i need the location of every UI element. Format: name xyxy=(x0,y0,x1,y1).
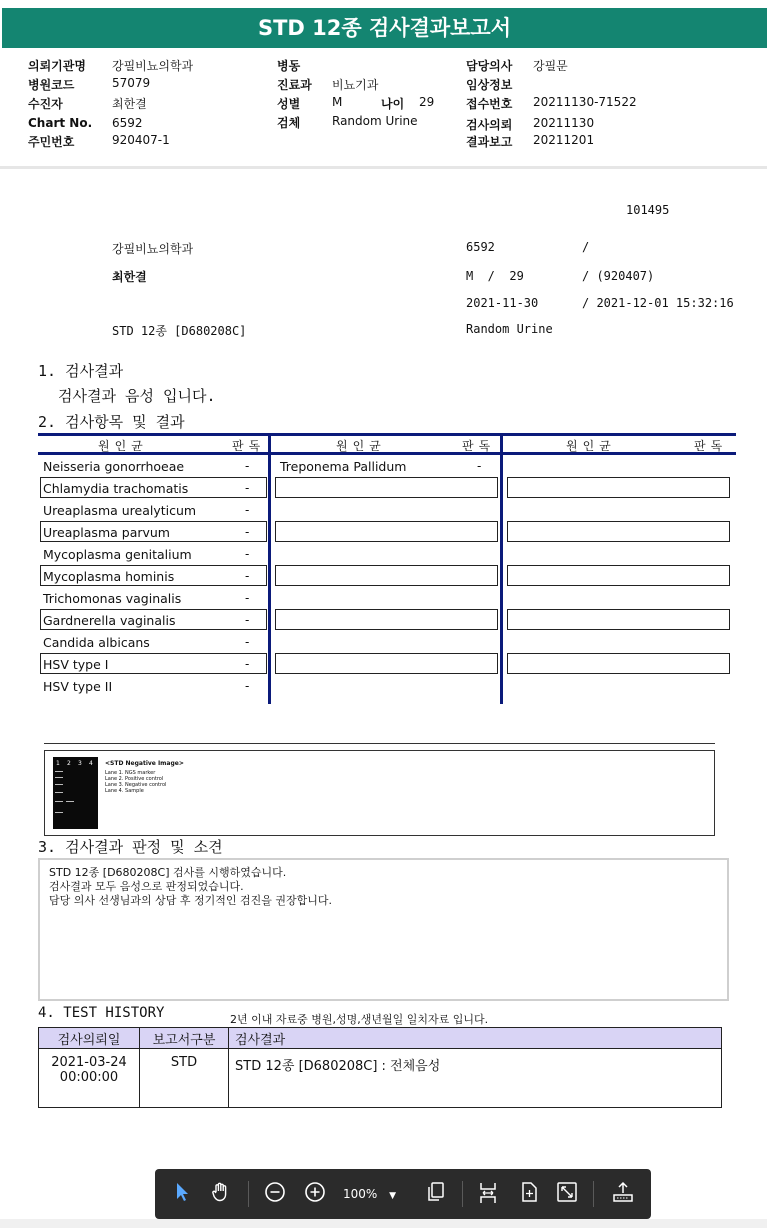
receipt-no-value: 20211130-71522 xyxy=(533,95,637,109)
fullscreen-icon xyxy=(556,1181,578,1203)
lane-number: 2 xyxy=(67,760,71,767)
organism-result: - xyxy=(245,569,250,583)
gel-image-panel xyxy=(44,750,715,836)
header-divider xyxy=(0,166,767,169)
gel-legend-title: <STD Negative Image> xyxy=(105,760,184,767)
patient-label: 수진자 xyxy=(28,97,63,111)
resident-no-value: 920407-1 xyxy=(112,133,170,147)
report-header-bar xyxy=(0,0,767,55)
gel-electrophoresis-image xyxy=(53,757,98,829)
zoom-in-button[interactable] xyxy=(302,1181,328,1211)
info-test: STD 12종 [D680208C] xyxy=(112,324,247,338)
organism-name: Ureaplasma urealyticum xyxy=(43,503,197,518)
cursor-arrow-icon xyxy=(174,1181,192,1203)
clinical-info-label: 임상정보 xyxy=(466,78,513,92)
gel-legend-line: Lane 3. Negative control xyxy=(105,782,167,788)
copy-pages-icon xyxy=(426,1181,446,1203)
row-box xyxy=(275,609,498,630)
lane-number: 3 xyxy=(78,760,82,767)
age-value: 29 xyxy=(419,95,435,109)
request-date-value: 20211130 xyxy=(533,116,595,130)
organism-name: Ureaplasma parvum xyxy=(43,525,170,540)
opinion-line: 담당 의사 선생님과의 상담 후 정기적인 검진을 권장합니다. xyxy=(49,894,332,907)
history-note: 2년 이내 자료중 병원,성명,생년월일 일치자료 입니다. xyxy=(230,1013,489,1026)
col2-result-header: 판독 xyxy=(462,439,496,453)
gel-band xyxy=(66,801,74,802)
hospital-code-value: 57079 xyxy=(112,76,151,90)
request-date-label: 검사의뢰 xyxy=(466,118,513,132)
info-chart: 6592 xyxy=(466,240,495,254)
info-name: 최한결 xyxy=(112,270,147,284)
info-reported: / 2021-12-01 15:32:16 xyxy=(582,296,734,310)
chart-no-label: Chart No. xyxy=(28,116,93,130)
specimen-label: 검체 xyxy=(277,116,301,130)
organism-name: Trichomonas vaginalis xyxy=(43,591,182,606)
organism-result: - xyxy=(245,503,250,517)
gel-band xyxy=(55,812,63,813)
resident-no-label: 주민번호 xyxy=(28,135,75,149)
department-value: 비뇨기과 xyxy=(332,78,379,92)
gel-legend-line: Lane 2. Positive control xyxy=(105,776,164,782)
organism-result: - xyxy=(245,459,250,473)
col3-organism-header: 원인균 xyxy=(566,439,616,453)
organism-name: HSV type II xyxy=(43,679,113,694)
row-box xyxy=(275,565,498,586)
row-box xyxy=(507,521,730,542)
organism-result: - xyxy=(245,613,250,627)
fullscreen-button[interactable] xyxy=(555,1181,579,1211)
organism-name: Gardnerella vaginalis xyxy=(43,613,176,628)
row-box xyxy=(507,653,730,674)
ward-label: 병동 xyxy=(277,59,301,73)
fit-width-icon xyxy=(477,1181,499,1205)
zoom-out-icon xyxy=(264,1181,286,1203)
row-box xyxy=(507,565,730,586)
sex-value: M xyxy=(332,95,343,109)
gel-legend xyxy=(105,761,184,794)
viewer-bottom-strip xyxy=(0,1219,767,1228)
gel-legend-line: Lane 1. NGS marker xyxy=(105,770,156,776)
page-view-button[interactable] xyxy=(424,1181,448,1211)
history-result: STD 12종 [D680208C] : 전체음성 xyxy=(229,1049,722,1108)
organism-name: Candida albicans xyxy=(43,635,150,650)
opinion-line: 검사결과 모두 음성으로 판정되었습니다. xyxy=(49,880,244,893)
history-table xyxy=(38,1027,722,1108)
gel-band xyxy=(55,792,63,793)
doctor-value: 강필문 xyxy=(533,59,568,73)
section2-title: 2. 검사항목 및 결과 xyxy=(38,413,185,431)
specimen-value: Random Urine xyxy=(332,114,418,128)
hand-icon xyxy=(210,1181,232,1203)
history-col-date: 검사의뢰일 xyxy=(39,1028,140,1049)
history-header-row xyxy=(39,1028,722,1049)
row-box xyxy=(275,521,498,542)
share-button[interactable] xyxy=(610,1181,636,1211)
col2-organism-header: 원인균 xyxy=(336,439,386,453)
toolbar-separator xyxy=(462,1181,463,1207)
fit-page-icon xyxy=(519,1181,539,1203)
department-label: 진료과 xyxy=(277,78,312,92)
zoom-out-button[interactable] xyxy=(262,1181,288,1211)
row-box xyxy=(275,477,498,498)
row-box xyxy=(507,609,730,630)
organism-result: - xyxy=(245,635,250,649)
report-date-value: 20211201 xyxy=(533,133,595,147)
age-label: 나이 xyxy=(381,97,405,111)
organism-result: - xyxy=(477,459,482,473)
section1-summary: 검사결과 음성 입니다. xyxy=(58,387,216,405)
hand-tool-button[interactable] xyxy=(208,1181,234,1211)
opinion-box xyxy=(38,858,729,1001)
organism-name: Chlamydia trachomatis xyxy=(43,481,189,496)
row-box xyxy=(507,477,730,498)
patient-value: 최한결 xyxy=(112,97,147,111)
select-cursor-button[interactable] xyxy=(171,1181,195,1211)
receipt-no-label: 접수번호 xyxy=(466,97,513,111)
report-date-label: 결과보고 xyxy=(466,135,513,149)
toolbar-separator xyxy=(593,1181,594,1207)
institution-value: 강필비뇨의학과 xyxy=(112,59,194,73)
history-date-cell xyxy=(39,1049,140,1108)
info-specimen: Random Urine xyxy=(466,322,553,336)
upload-share-icon xyxy=(611,1181,635,1203)
history-time: 00:00:00 xyxy=(59,1070,119,1085)
section4-title: 4. TEST HISTORY xyxy=(38,1005,165,1021)
organism-result: - xyxy=(245,657,250,671)
row-box xyxy=(275,653,498,674)
section3-title: 3. 검사결과 판정 및 소견 xyxy=(38,838,223,856)
pdf-viewer-toolbar xyxy=(155,1169,651,1219)
zoom-value: 100% xyxy=(343,1187,378,1201)
image-top-rule xyxy=(44,743,715,744)
organism-name: Mycoplasma hominis xyxy=(43,569,175,584)
institution-label: 의뢰기관명 xyxy=(28,59,86,73)
fit-width-button[interactable] xyxy=(476,1181,500,1213)
col1-result-header: 판독 xyxy=(232,439,266,453)
gel-legend-line: Lane 4. Sample xyxy=(105,788,144,794)
info-slash: / xyxy=(582,240,590,254)
col3-result-header: 판독 xyxy=(694,439,728,453)
opinion-line: STD 12종 [D680208C] 검사를 시행하였습니다. xyxy=(49,866,287,879)
history-date: 2021-03-24 xyxy=(51,1055,127,1070)
info-received: 2021-11-30 xyxy=(466,296,539,310)
gel-band xyxy=(55,777,63,778)
organism-result: - xyxy=(245,525,250,539)
chevron-down-icon: ▼ xyxy=(389,1191,397,1201)
organism-name: Neisseria gonorrhoeae xyxy=(43,459,185,474)
zoom-select[interactable] xyxy=(343,1181,401,1209)
toolbar-separator xyxy=(248,1181,249,1207)
gel-band xyxy=(55,784,63,785)
hospital-code-label: 병원코드 xyxy=(28,78,75,92)
info-sex-age: M / 29 xyxy=(466,269,524,283)
organism-result: - xyxy=(245,591,250,605)
gel-band xyxy=(55,771,63,772)
section1-title: 1. 검사결과 xyxy=(38,362,124,380)
report-code: 101495 xyxy=(626,203,670,217)
zoom-in-icon xyxy=(304,1181,326,1203)
organism-name: Mycoplasma genitalium xyxy=(43,547,192,562)
organism-result: - xyxy=(245,679,250,693)
info-birth: / (920407) xyxy=(582,269,655,283)
chart-no-value: 6592 xyxy=(112,116,143,130)
lane-number: 4 xyxy=(89,760,93,767)
lane-number: 1 xyxy=(56,760,60,767)
organism-name: HSV type I xyxy=(43,657,109,672)
results-table-divider-1 xyxy=(268,433,271,704)
history-col-result: 검사결과 xyxy=(229,1028,722,1049)
info-clinic: 강필비뇨의학과 xyxy=(112,242,194,256)
history-col-type: 보고서구분 xyxy=(140,1028,229,1049)
organism-name: Treponema Pallidum xyxy=(280,459,407,474)
sex-label: 성별 xyxy=(277,97,301,111)
organism-result: - xyxy=(245,547,250,561)
fit-page-button[interactable] xyxy=(517,1181,541,1211)
gel-band xyxy=(55,801,63,802)
results-table-top-rule xyxy=(38,433,736,436)
organism-result: - xyxy=(245,481,250,495)
results-table-divider-2 xyxy=(500,433,503,704)
col1-organism-header: 원인균 xyxy=(98,439,148,453)
history-row xyxy=(39,1049,722,1108)
doctor-label: 담당의사 xyxy=(466,59,513,73)
history-type: STD xyxy=(140,1049,229,1108)
report-title: STD 12종 검사결과보고서 xyxy=(2,8,767,48)
